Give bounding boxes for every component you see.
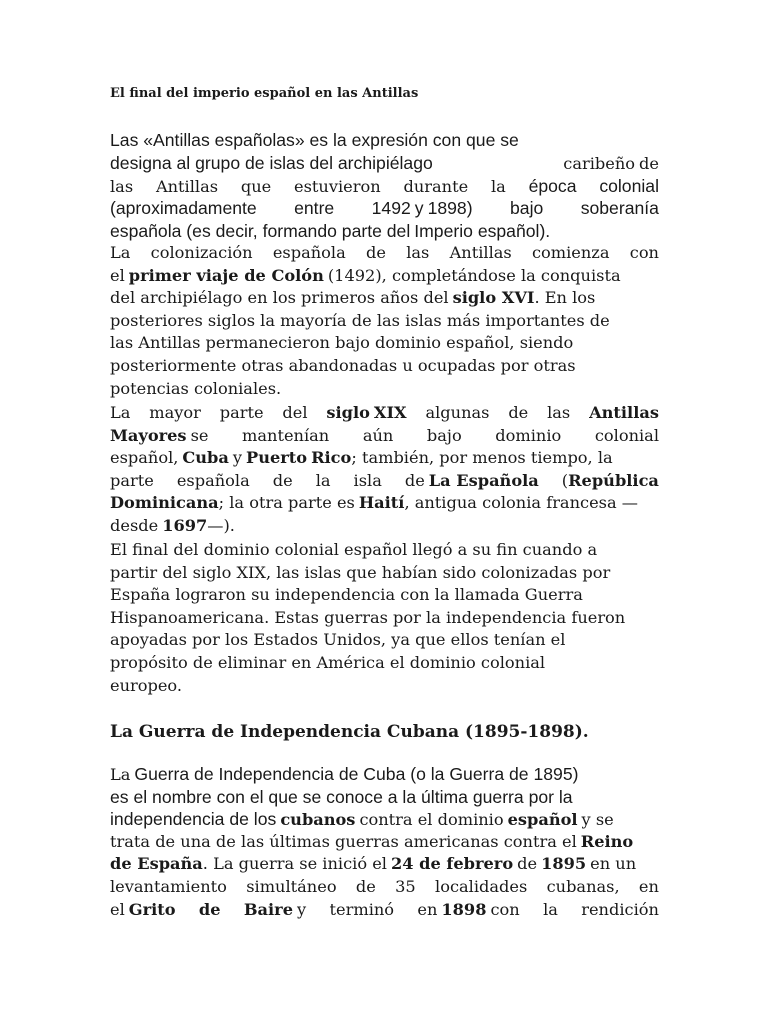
text-run: en un xyxy=(590,854,637,874)
text-line xyxy=(110,585,659,608)
paragraph-final-dominio xyxy=(110,540,659,698)
text-line xyxy=(110,832,659,855)
text-run: levantamiento xyxy=(110,876,227,896)
link-antillas-mayores[interactable]: Mayores xyxy=(110,425,187,445)
text-run: mayor xyxy=(149,403,201,422)
text-run: se xyxy=(190,425,209,445)
text-run: Hispanoamericana. Estas guerras por la independencia fueron xyxy=(110,607,626,627)
link-1895[interactable]: 1895 xyxy=(541,854,587,874)
link-cuba[interactable]: Cuba xyxy=(182,448,229,468)
text-run: de xyxy=(366,243,386,262)
text-line xyxy=(110,198,659,221)
text-run: soberanía xyxy=(580,198,659,219)
text-run: estuvieron xyxy=(294,176,381,196)
text-run: de xyxy=(355,876,376,896)
text-run: la xyxy=(543,899,558,919)
text-line xyxy=(110,333,659,356)
link-1898[interactable]: 1898) xyxy=(427,198,473,219)
text-line xyxy=(110,764,659,787)
link-puerto-rico[interactable]: Puerto xyxy=(246,448,308,468)
text-run: contra el dominio xyxy=(359,810,504,830)
text-run: La xyxy=(110,765,131,784)
text-run: del xyxy=(282,403,308,422)
text-run: de xyxy=(517,854,538,874)
text-run: algunas xyxy=(425,403,490,422)
text-run: del archipiélago en los primeros años del xyxy=(110,288,449,308)
link-24-febrero[interactable]: 24 de febrero xyxy=(390,854,514,874)
text-run: posteriormente otras abandonadas u ocupadas por otras xyxy=(110,355,576,375)
text-run: en xyxy=(417,899,438,919)
text-run: español, xyxy=(110,448,179,468)
link-grito-de-baire[interactable]: de xyxy=(198,899,221,919)
text-run: ; también, por menos tiempo, la xyxy=(351,448,613,468)
text-run: simultáneo xyxy=(246,876,337,896)
text-run: cubanas, xyxy=(546,876,620,896)
link-antillas[interactable]: Antillas xyxy=(155,176,219,196)
text-run: parte xyxy=(219,403,264,422)
paragraph-guerra-cuba xyxy=(110,764,659,922)
text-line xyxy=(110,403,659,426)
link-espanol[interactable]: español xyxy=(507,810,578,830)
text-line xyxy=(110,221,659,244)
text-run: rendición xyxy=(581,899,659,919)
text-run: con xyxy=(490,899,520,919)
text-run: independencia de los xyxy=(110,809,277,830)
text-line xyxy=(110,471,659,494)
paragraph-antillas-espanolas xyxy=(110,130,659,244)
text-line xyxy=(110,516,659,539)
text-line xyxy=(110,379,659,402)
text-run: 35 xyxy=(395,876,416,896)
text-run: La xyxy=(110,243,131,262)
text-run: colonización xyxy=(150,243,253,262)
text-run: el xyxy=(110,899,125,919)
text-run: europeo. xyxy=(110,675,183,695)
link-reino-espana[interactable]: Reino xyxy=(580,831,634,851)
text-run: ). xyxy=(539,221,551,242)
text-run: isla xyxy=(353,470,382,490)
text-run: española (es decir, formando parte del xyxy=(110,221,411,242)
link-siglo-xix[interactable]: siglo xyxy=(326,403,370,422)
text-run: española xyxy=(176,470,250,490)
text-run: la xyxy=(490,176,506,196)
link-siglo-xix[interactable]: XIX xyxy=(373,403,407,422)
link-epoca-colonial[interactable]: época xyxy=(528,175,577,196)
text-run: las xyxy=(406,243,430,262)
link-caribeno[interactable]: caribeño xyxy=(563,153,636,173)
text-run: España lograron su independencia con la llamada Guerra xyxy=(110,585,583,605)
link-puerto-rico[interactable]: Rico xyxy=(311,448,352,468)
text-run: entre xyxy=(294,198,335,219)
link-siglo-xvi[interactable]: siglo XVI xyxy=(452,288,535,308)
link-republica-dominicana[interactable]: Dominicana xyxy=(110,493,219,513)
text-run: colonial xyxy=(594,425,659,445)
link-1898[interactable]: 1898 xyxy=(441,899,487,919)
text-run: (1492), completándose la conquista xyxy=(327,265,621,285)
text-line xyxy=(110,608,659,631)
text-run: —). xyxy=(207,515,235,535)
link-antillas-mayores[interactable]: Antillas xyxy=(589,403,659,422)
link-imperio-espanol[interactable]: Imperio español xyxy=(414,221,540,242)
text-run: dominio xyxy=(495,425,562,445)
text-run: en xyxy=(638,876,659,896)
text-run: . La guerra se inició el xyxy=(202,854,387,874)
text-run: mantenían xyxy=(242,425,330,445)
text-run: (aproximadamente xyxy=(110,198,257,219)
text-run: El final del dominio colonial español llegó a su fin cuando a xyxy=(110,540,598,559)
text-run: española xyxy=(272,243,346,262)
text-line xyxy=(110,356,659,379)
text-run: de xyxy=(508,403,529,422)
text-run: aún xyxy=(362,425,394,445)
text-run: las xyxy=(547,403,571,422)
paragraph-siglo-xix xyxy=(110,403,659,539)
link-1492[interactable]: 1492 xyxy=(371,198,411,219)
text-run: ; la otra parte es xyxy=(218,493,355,513)
text-line xyxy=(110,877,659,900)
text-line xyxy=(110,630,659,653)
text-run: . En los xyxy=(534,288,596,308)
text-run: designa al grupo de islas del archipiélago xyxy=(110,152,433,173)
text-run: durante xyxy=(403,176,469,196)
text-run: es el nombre con el que se conoce a la última guerra por la xyxy=(110,786,573,807)
document-title: El final del imperio español en las Antillas xyxy=(110,86,419,101)
text-line xyxy=(110,176,659,199)
text-line xyxy=(110,266,659,289)
text-line xyxy=(110,493,659,516)
text-run: y xyxy=(414,198,424,219)
text-run: y xyxy=(297,899,307,919)
link-primer-viaje-colon[interactable]: primer viaje de Colón xyxy=(128,265,324,285)
text-run: , antigua colonia francesa — xyxy=(404,493,638,513)
link-la-espanola[interactable]: La Española xyxy=(428,470,539,490)
text-run: parte xyxy=(110,470,154,490)
text-run: y se xyxy=(581,810,614,830)
text-line xyxy=(110,676,659,699)
link-grito-de-baire[interactable]: Baire xyxy=(243,899,294,919)
text-run: bajo xyxy=(426,425,462,445)
text-line xyxy=(110,448,659,471)
text-run: La xyxy=(110,403,131,422)
link-cubanos[interactable]: cubanos xyxy=(280,810,356,830)
text-line xyxy=(110,153,659,176)
text-line xyxy=(110,243,659,266)
text-run: la xyxy=(315,470,331,490)
text-run: partir del siglo XIX, las islas que habían sido colonizadas por xyxy=(110,562,611,582)
link-reino-espana[interactable]: de España xyxy=(110,854,203,874)
text-run: desde xyxy=(110,515,159,535)
text-run: el xyxy=(110,265,125,285)
section-heading: La Guerra de Independencia Cubana (1895-1898). xyxy=(110,722,589,742)
text-run: que xyxy=(240,176,272,196)
text-run: bajo xyxy=(510,198,544,219)
text-line xyxy=(110,540,659,563)
text-run: Guerra de Independencia de Cuba (o la Guerra de 1895) xyxy=(134,764,579,784)
text-run: Las «Antillas españolas» es la expresión con que se xyxy=(110,130,519,150)
text-run: las xyxy=(110,176,134,196)
text-run: propósito de eliminar en América el dominio colonial xyxy=(110,652,546,672)
text-run: terminó xyxy=(329,899,395,919)
text-line xyxy=(110,426,659,449)
text-run: localidades xyxy=(435,876,528,896)
text-line xyxy=(110,854,659,877)
text-run: ( xyxy=(561,470,569,490)
text-line xyxy=(110,809,659,832)
text-run: posteriores siglos la mayoría de las islas más importantes de xyxy=(110,310,610,330)
text-run: con xyxy=(629,243,659,262)
text-run: trata de una de las últimas guerras americanas contra el xyxy=(110,831,577,851)
link-republica-dominicana[interactable]: República xyxy=(568,470,659,490)
text-run: comienza xyxy=(531,243,610,262)
link-grito-de-baire[interactable]: Grito xyxy=(128,899,176,919)
text-run: Antillas xyxy=(449,243,512,262)
text-run: de xyxy=(639,153,659,173)
link-epoca-colonial[interactable]: colonial xyxy=(599,175,659,196)
paragraph-colonizacion xyxy=(110,243,659,401)
text-run: de xyxy=(404,470,425,490)
text-line xyxy=(110,311,659,334)
text-line xyxy=(110,130,659,153)
text-run: las Antillas permanecieron bajo dominio español, siendo xyxy=(110,333,574,353)
text-line xyxy=(110,563,659,586)
text-run: potencias coloniales. xyxy=(110,378,282,398)
text-line xyxy=(110,787,659,810)
text-run: de xyxy=(272,470,293,490)
link-haiti[interactable]: Haití xyxy=(358,493,405,513)
text-run: apoyadas por los Estados Unidos, ya que ellos tenían el xyxy=(110,630,566,650)
link-1697[interactable]: 1697 xyxy=(162,515,208,535)
text-run: y xyxy=(232,448,243,468)
text-line xyxy=(110,653,659,676)
text-line xyxy=(110,288,659,311)
text-line xyxy=(110,900,659,923)
